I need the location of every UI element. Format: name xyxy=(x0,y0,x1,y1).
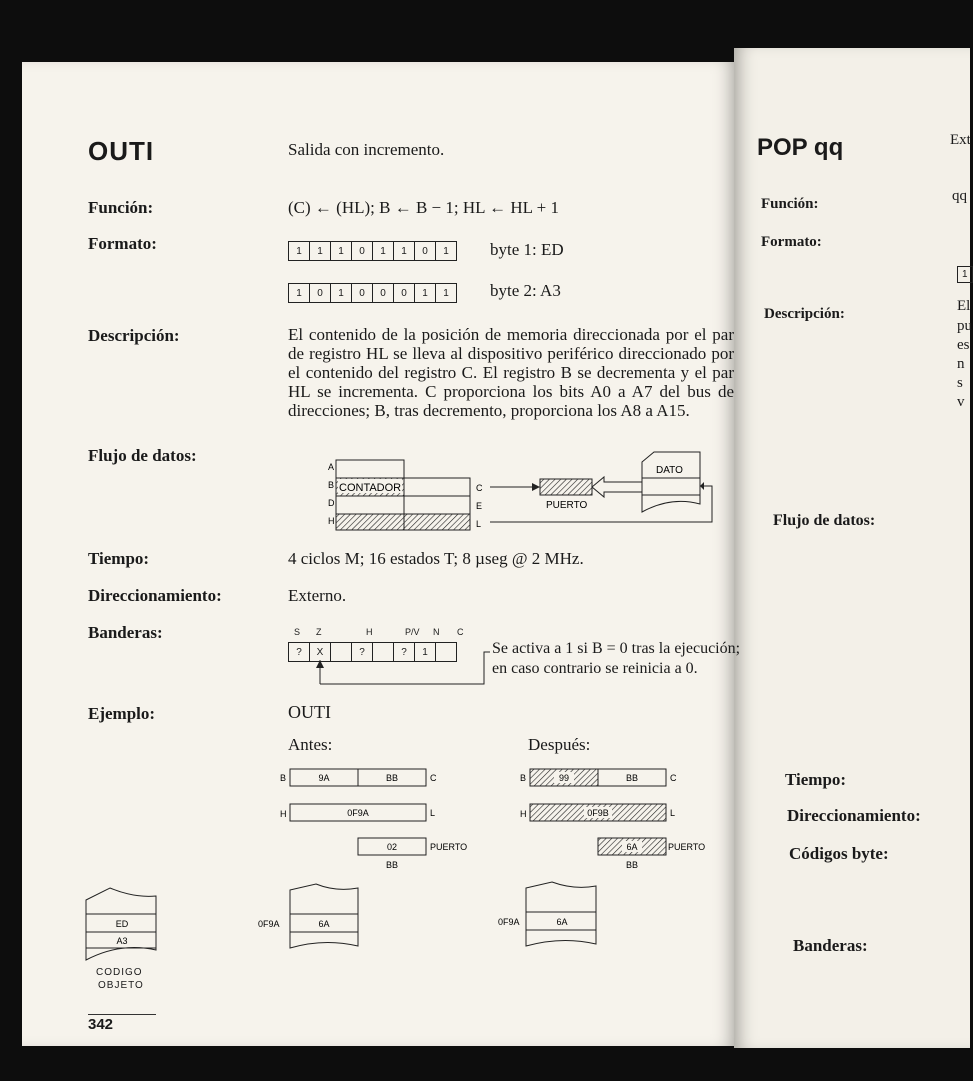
bit-cell: ? xyxy=(288,642,309,662)
despues-hl-value: 0F9B xyxy=(587,808,609,818)
direccionamiento-label: Direccionamiento: xyxy=(88,586,222,605)
right-banderas-label: Banderas: xyxy=(793,936,868,955)
flag-n: N xyxy=(433,627,440,637)
right-tiempo-label: Tiempo: xyxy=(785,770,847,789)
right-edge-7: n xyxy=(957,356,965,372)
right-edge-4: El xyxy=(957,298,971,314)
despues-h-letter: H xyxy=(520,809,527,819)
flag-note-line1: Se activa a 1 si B = 0 tras la ejecución; xyxy=(492,640,741,657)
antes-l-letter: L xyxy=(430,808,436,818)
antes-mem-value: 6A xyxy=(318,919,330,929)
tiempo-label: Tiempo: xyxy=(88,549,150,568)
right-codigos-label: Códigos byte: xyxy=(789,844,889,863)
despues-puerto-letter: PUERTO xyxy=(668,842,706,852)
ejemplo-label: Ejemplo: xyxy=(88,704,156,723)
antes-h-letter: H xyxy=(280,809,287,819)
bit-cell: 0 xyxy=(351,283,372,303)
bit-cell: 1 xyxy=(330,283,351,303)
right-funcion-label: Función: xyxy=(761,196,819,212)
despues-puerto-value: 6A xyxy=(626,842,638,852)
bit-cell: 1 xyxy=(288,241,309,261)
reg-l-letter: L xyxy=(476,519,482,529)
bit-cell: 1 xyxy=(435,241,457,261)
reg-e-letter: E xyxy=(476,501,483,511)
flag-z: Z xyxy=(316,627,322,637)
antes-puerto-value: 02 xyxy=(386,842,398,852)
antes-label: Antes: xyxy=(288,735,333,754)
data-flow-diagram xyxy=(320,448,720,534)
bit-cell: 1 xyxy=(330,241,351,261)
despues-l-letter: L xyxy=(670,808,676,818)
despues-c-value: BB xyxy=(625,773,639,783)
antes-registers xyxy=(276,764,486,874)
antes-c-value: BB xyxy=(385,773,399,783)
page-rule xyxy=(88,1014,156,1015)
descripcion-label: Descripción: xyxy=(88,326,180,345)
right-edge-2: qq xyxy=(952,188,967,204)
right-edge-8: s xyxy=(957,375,963,391)
codigo-label-1: CODIGO xyxy=(96,967,143,978)
right-descripcion-label: Descripción: xyxy=(764,306,845,322)
bit-cell: ? xyxy=(393,642,414,662)
bit-cell: ? xyxy=(351,642,372,662)
bit-cell: 0 xyxy=(414,241,435,261)
bit-cell: 1 xyxy=(414,642,435,662)
despues-mem-addr: 0F9A xyxy=(498,917,520,927)
right-page-title: POP qq xyxy=(757,134,844,161)
tiempo-value: 4 ciclos M; 16 estados T; 8 µseg @ 2 MHz. xyxy=(288,549,584,568)
puerto-label: PUERTO xyxy=(546,500,588,511)
ejemplo-instr: OUTI xyxy=(288,702,331,722)
flag-pv: P/V xyxy=(405,627,420,637)
despues-mem-value: 6A xyxy=(556,917,568,927)
funcion-value: (C) ← (HL); B ← B − 1; HL ← HL + 1 xyxy=(288,198,560,217)
bit-cell: 1 xyxy=(372,241,393,261)
codigo-byte-2: A3 xyxy=(116,936,128,946)
bit-cell: 1 xyxy=(288,283,309,303)
antes-mem-addr: 0F9A xyxy=(258,919,280,929)
despues-b-value: 99 xyxy=(558,773,570,783)
bit-cell: 1 xyxy=(393,241,414,261)
byte2-text: byte 2: A3 xyxy=(490,281,561,300)
bit-cell: X xyxy=(309,642,330,662)
flag-h: H xyxy=(366,627,373,637)
flag-arrow xyxy=(310,648,490,688)
bit-cell: 0 xyxy=(372,283,393,303)
right-edge-5: pu xyxy=(957,318,972,334)
bit-cell: 1 xyxy=(309,241,330,261)
bit-cell: 0 xyxy=(351,241,372,261)
page-subtitle: Salida con incremento. xyxy=(288,140,445,159)
right-direccionamiento-label: Direccionamiento: xyxy=(787,806,921,825)
reg-h-letter: H xyxy=(328,516,335,526)
despues-b-letter: B xyxy=(520,773,527,783)
codigo-label-2: OBJETO xyxy=(98,980,144,991)
codigo-byte-1: ED xyxy=(115,919,129,929)
byte2-bits xyxy=(288,283,457,303)
formato-label: Formato: xyxy=(88,234,157,253)
flag-s: S xyxy=(294,627,301,637)
despues-c-letter: C xyxy=(670,773,677,783)
right-formato-label: Formato: xyxy=(761,234,822,250)
page-title: OUTI xyxy=(88,136,155,166)
byte1-text: byte 1: ED xyxy=(490,240,564,259)
contador-label: CONTADOR xyxy=(339,482,402,494)
bit-cell: 1 xyxy=(435,283,457,303)
bit-cell: 1 xyxy=(414,283,435,303)
antes-puerto-letter: PUERTO xyxy=(430,842,468,852)
antes-b-value: 9A xyxy=(318,773,330,783)
byte1-bits xyxy=(288,241,457,261)
right-edge-9: v xyxy=(957,394,965,410)
despues-memory xyxy=(496,880,616,952)
antes-puerto-addr: BB xyxy=(385,860,399,870)
funcion-label: Función: xyxy=(88,198,154,217)
flag-note-line2: en caso contrario se reinicia a 0. xyxy=(492,660,698,677)
dato-label: DATO xyxy=(656,465,683,476)
page-number: 342 xyxy=(88,1016,114,1033)
despues-puerto-addr: BB xyxy=(625,860,639,870)
despues-label: Después: xyxy=(528,735,591,754)
reg-d-letter: D xyxy=(328,498,335,508)
reg-a-letter: A xyxy=(328,462,335,472)
descripcion-text: El contenido de la posición de memoria direccionada por el par de registro HL se lleva al dispositivo periférico direccionado por el contenido del registro C. El registro B se decrementa y el par HL se incrementa. C proporciona los bits A0 a A7 del bus de direcciones; B, tras decremento, proporciona los A8 a A15. xyxy=(288,325,734,420)
flujo-label: Flujo de datos: xyxy=(88,446,197,465)
despues-registers xyxy=(516,764,726,874)
reg-b-letter: B xyxy=(328,480,335,490)
flag-c: C xyxy=(457,627,464,637)
antes-hl-value: 0F9A xyxy=(347,808,369,818)
right-edge-3: 1 xyxy=(957,266,973,283)
banderas-label: Banderas: xyxy=(88,623,163,642)
right-flujo-label: Flujo de datos: xyxy=(773,512,876,529)
antes-c-letter: C xyxy=(430,773,437,783)
right-edge-6: es xyxy=(957,337,970,353)
direccionamiento-value: Externo. xyxy=(288,586,347,605)
codigo-objeto-box xyxy=(80,884,170,964)
bit-cell: 0 xyxy=(309,283,330,303)
reg-c-letter: C xyxy=(476,483,483,493)
right-edge-1: Ext xyxy=(950,132,971,148)
bit-cell: 0 xyxy=(393,283,414,303)
antes-b-letter: B xyxy=(280,773,287,783)
antes-memory xyxy=(256,882,376,954)
